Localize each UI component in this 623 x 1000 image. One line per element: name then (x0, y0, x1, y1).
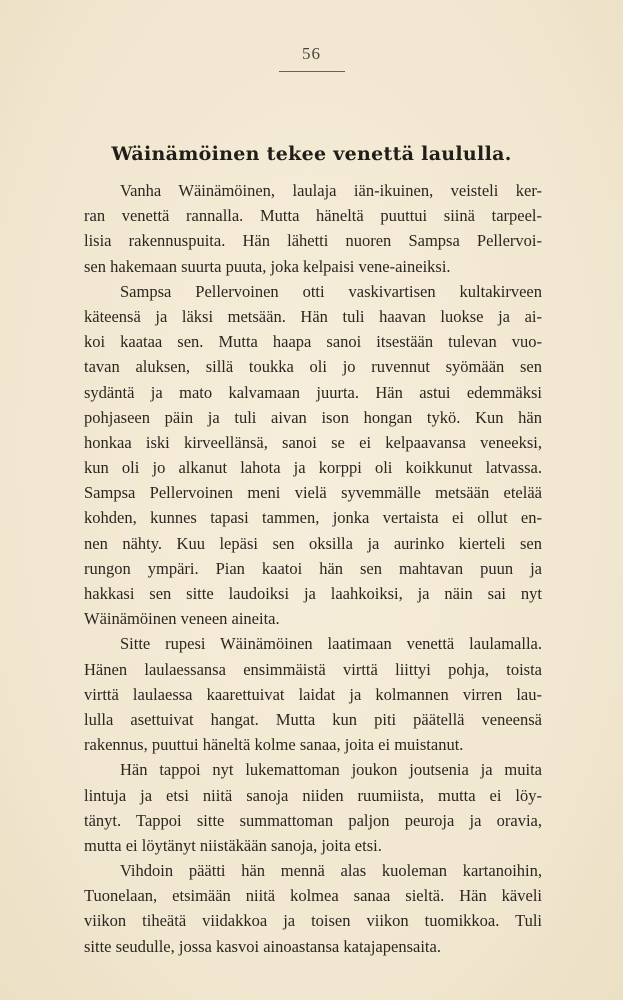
text-line: Vanha Wäinämöinen, laulaja iän-ikuinen, veisteli ker- (120, 181, 542, 200)
text-line: Tuonelaan, etsimään niitä kolmea sanaa sieltä. Hän käveli (84, 886, 542, 906)
text-line: nen nähty. Kuu lepäsi sen oksilla ja aurinko kierteli sen (84, 533, 542, 553)
text-line: rungon ympäri. Pian kaatoi hän sen mahtavan puun ja (84, 558, 542, 578)
text-line: tänyt. Tappoi sitte summattoman paljon peuroja ja oravia, (84, 810, 542, 830)
text-line: Hän tappoi nyt lukemattoman joukon joutsenia ja muita (120, 760, 542, 780)
page-number: 56 (302, 44, 321, 63)
text-line: mutta ei löytänyt niistäkään sanoja, joita etsi. (84, 835, 382, 855)
text-line: hakkasi sen sitte laudoiksi ja laahkoiksi, ja näin sai nyt (84, 584, 542, 603)
text-line: Sampsa Pellervoinen otti vaskivartisen kultakirveen (120, 281, 542, 301)
text-line: kohden, kunnes tapasi tammen, jonka vertaista ei ollut en- (84, 508, 542, 528)
text-line: Sitte rupesi Wäinämöinen laatimaan venettä laulamalla. (120, 634, 542, 654)
text-line: Vihdoin päätti hän mennä alas kuoleman kartanoihin, (120, 861, 542, 881)
text-line: sydäntä ja mato kalvamaan juurta. Hän astui edemmäksi (84, 382, 542, 402)
text-line: honkaa iski kirveellänsä, sanoi se ei kelpaavansa veneeksi, (84, 432, 542, 452)
text-line: tavan aluksen, sillä toukka oli jo ruvennut syömään sen (84, 357, 542, 377)
text-line: Hänen laulaessansa ensimmäistä virttä liittyi pohja, toista (84, 659, 542, 679)
body-text (84, 178, 542, 959)
text-line: lisia rakennuspuita. Hän lähetti nuoren Sampsa Pellervoi- (84, 231, 542, 251)
text-line: lulla asettuivat hangat. Mutta kun piti päätellä veneensä (84, 709, 542, 729)
chapter-title: Wäinämöinen tekee venettä laululla. (111, 143, 512, 165)
text-line: kun oli jo alkanut lahota ja korppi oli koikkunut latvassa. (84, 458, 542, 478)
text-line: pohjaseen päin ja tuli aivan ison hongan tykö. Kun hän (84, 407, 542, 427)
text-line: sen hakemaan suurta puuta, joka kelpaisi vene-aineiksi. (84, 256, 451, 276)
text-line: viikon tiheätä viidakkoa ja toisen viikon tuomikkoa. Tuli (84, 911, 542, 931)
text-line: koi kaataa sen. Mutta haapa sanoi itsestään tulevan vuo- (84, 332, 542, 352)
text-line: virttä laulaessa kaarettuivat laidat ja kolmannen virren lau- (84, 684, 542, 704)
text-line: Wäinämöinen veneen aineita. (84, 609, 280, 629)
text-line: ran venettä rannalla. Mutta häneltä puuttui siinä tarpeel- (84, 206, 542, 226)
text-line: käteensä ja läksi metsään. Hän tuli haavan luokse ja ai- (84, 306, 542, 326)
page-number-rule (279, 71, 345, 72)
text-line: Sampsa Pellervoinen meni vielä syvemmälle metsään etelää (84, 483, 542, 503)
text-line: sitte seudulle, jossa kasvoi ainoastansa katajapensaita. (84, 936, 441, 956)
text-line: lintuja ja etsi niitä sanoja niiden ruumiista, mutta ei löy- (84, 785, 542, 805)
text-line: rakennus, puuttui häneltä kolme sanaa, joita ei muistanut. (84, 735, 464, 755)
